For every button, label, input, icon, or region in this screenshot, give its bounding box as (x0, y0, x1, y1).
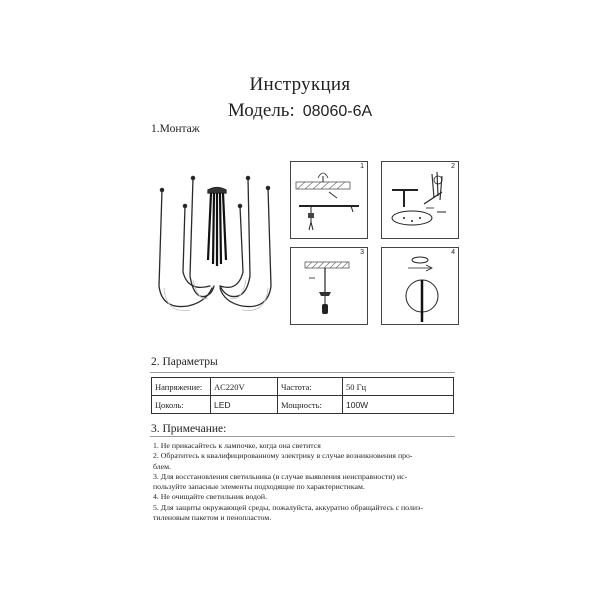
step-panel-2 (381, 161, 459, 239)
table-row (152, 378, 454, 396)
document-title: Инструкция (249, 74, 351, 95)
table-cell: Напряжение: (152, 378, 211, 396)
note-line: 1. Не прикасайтесь к лампочке, когда она светится (153, 441, 321, 450)
step-panel-1 (290, 161, 368, 239)
chandelier-illustration (150, 168, 280, 324)
canopy-mount-icon (291, 248, 367, 324)
table-cell: 100W (343, 396, 454, 414)
parameters-table (151, 377, 454, 414)
table-row (152, 396, 454, 414)
table-cell: 50 Гц (343, 378, 454, 396)
table-cell: Цоколь: (152, 396, 211, 414)
note-line: 5. Для защиты окружающей среды, пожалуйста, аккуратно обращайтесь с полиэ- (153, 502, 423, 512)
model-label: Модель: (227, 100, 295, 121)
section-notes-heading: 3. Примечание: (151, 423, 227, 435)
step-number-2: 2 (451, 163, 455, 170)
notes-list (153, 441, 458, 523)
model-number: 08060-6A (302, 103, 373, 120)
shade-attach-icon (382, 248, 458, 324)
section-divider (150, 436, 455, 437)
table-cell: LED (211, 396, 278, 414)
step-panel-3 (290, 247, 368, 325)
wiring-connection-icon (382, 162, 458, 238)
note-line: 2. Обратитесь к квалифицированному электрику в случае возникновения про- (153, 451, 413, 461)
step-panel-4 (381, 247, 459, 325)
note-line: тиленовым пакетом и пенопластом. (153, 513, 272, 523)
section-divider (150, 372, 455, 373)
step-number-3: 3 (360, 249, 364, 256)
note-line: блем. (153, 461, 172, 471)
step-number-4: 4 (451, 249, 455, 256)
model-line (0, 100, 600, 122)
note-line: пользуйте запасные элементы подходящие по характеристикам. (153, 482, 365, 492)
table-cell: AC220V (211, 378, 278, 396)
note-line: 3. Для восстановления светильника (в случае выявления неисправности) ис- (153, 471, 408, 481)
ceiling-bracket-icon (291, 162, 367, 238)
section-installation-heading: 1.Монтаж (151, 123, 200, 135)
note-line: 4. Не очищайте светильник водой. (153, 492, 268, 502)
table-cell: Мощность: (278, 396, 343, 414)
table-cell: Частота: (278, 378, 343, 396)
section-parameters-heading: 2. Параметры (151, 356, 218, 368)
step-number-1: 1 (360, 163, 364, 170)
